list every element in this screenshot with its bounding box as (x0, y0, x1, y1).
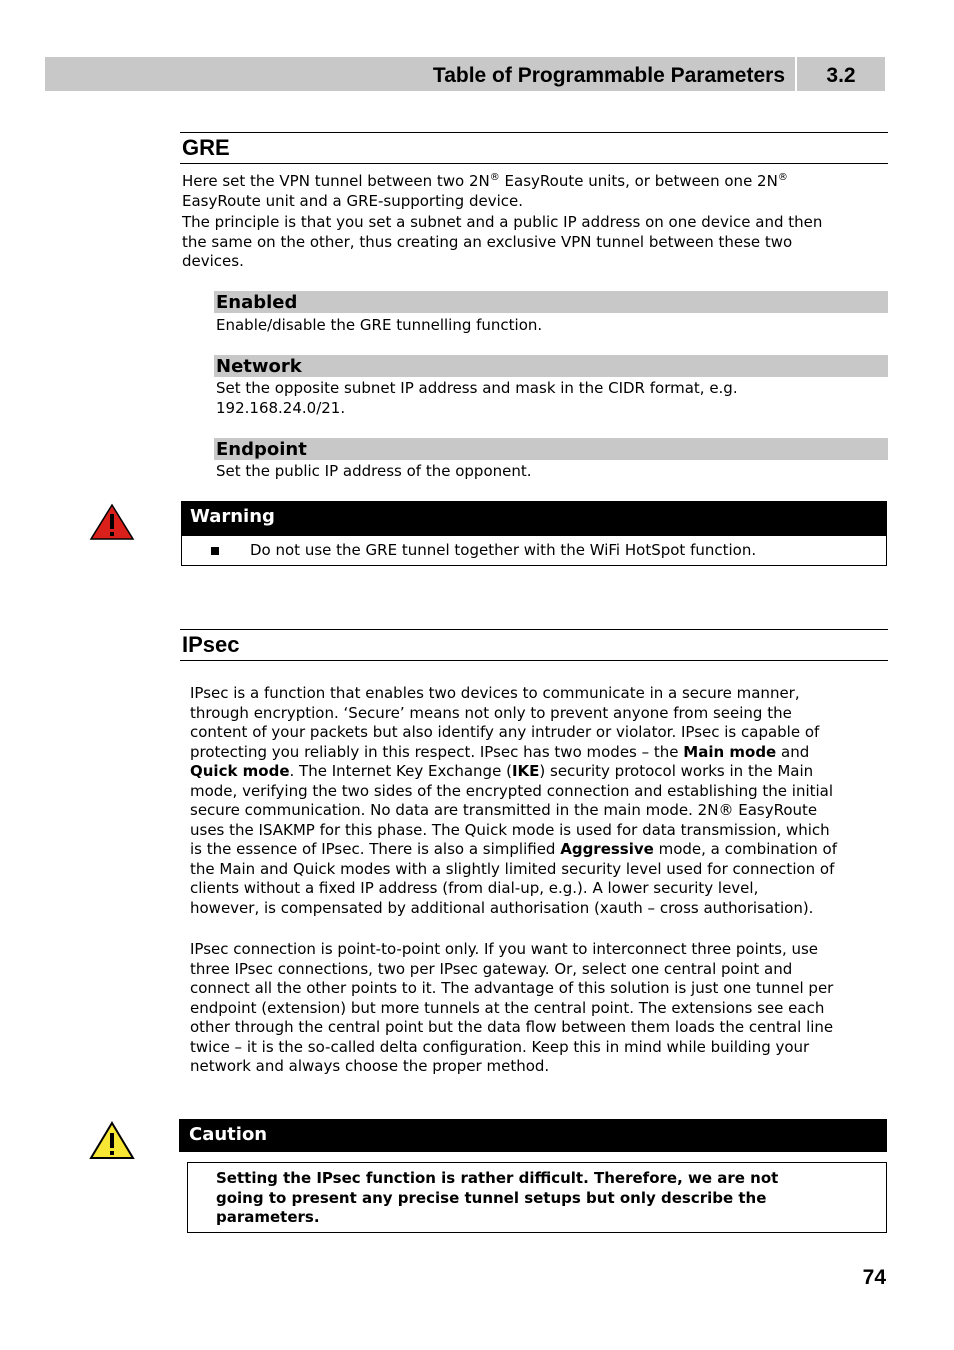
warning-text: Do not use the GRE tunnel together with the WiFi HotSpot function. (250, 541, 757, 559)
ipsec-bottom-rule (180, 660, 888, 661)
param-endpoint-title: Endpoint (216, 439, 307, 460)
gre-heading: GRE (182, 135, 230, 160)
param-network-title: Network (216, 356, 302, 377)
param-enabled-title: Enabled (216, 292, 298, 313)
caution-box (187, 1162, 887, 1233)
param-endpoint-desc: Set the public IP address of the opponent. (216, 462, 532, 480)
ipsec-paragraph-1: IPsec is a function that enables two devices to communicate in a secure manner, through encryption. ‘Secure’ means not only to prevent anyone from seeing the content of your packets but also identify any intruder or violator. IPsec is capable of protecting you reliably in this respect. IPsec has two modes – the Main mode and Quick mode. The Internet Key Exchange (IKE) security protocol works in the Main mode, verifying the two sides of the encrypted connection and establishing the initial secure communication. No data are transmitted in the main mode. 2N® EasyRoute uses the ISAKMP for this phase. The Quick mode is used for data transmission, which is the essence of IPsec. There is also a simplified Aggressive mode, a combination of the Main and Quick modes with a slightly limited security level used for connection of clients without a fixed IP address (from dial-up, e.g.). A lower security level, however, is compensated by additional authorisation (xauth – cross authorisation). (190, 684, 838, 917)
warning-title-bar (181, 501, 887, 535)
caution-text: Setting the IPsec function is rather difficult. Therefore, we are not going to present any precise tunnel setups but only describe the parameters. (216, 1169, 779, 1226)
param-enabled-desc: Enable/disable the GRE tunnelling function. (216, 316, 543, 334)
section-number: 3.2 (826, 64, 856, 87)
param-endpoint-bar (214, 438, 888, 460)
bullet-icon (211, 547, 219, 555)
warning-icon (89, 503, 135, 541)
ipsec-top-rule (180, 629, 888, 630)
ipsec-heading: IPsec (182, 632, 240, 657)
page-title: Table of Programmable Parameters (432, 64, 785, 87)
param-network-desc: Set the opposite subnet IP address and mask in the CIDR format, e.g. 192.168.24.0/21. (216, 379, 738, 417)
caution-title-bar (179, 1119, 887, 1152)
gre-intro-2: The principle is that you set a subnet and a public IP address on one device and then the same on the other, thus creating an exclusive VPN tunnel between these two devices. (182, 213, 823, 270)
param-network-bar (214, 355, 888, 377)
warning-box (181, 535, 887, 566)
gre-intro-1: Here set the VPN tunnel between two 2N® EasyRoute units, or between one 2N® EasyRoute unit and a GRE-supporting device. (182, 172, 788, 210)
page-number: 74 (862, 1266, 886, 1289)
ipsec-paragraph-2: IPsec connection is point-to-point only. If you want to interconnect three points, use three IPsec connections, two per IPsec gateway. Or, select one central point and connect all the other points to it. The advantage of this solution is just one tunnel per endpoint (extension) but more tunnels at the central point. The extensions see each other through the central point but the data flow between them loads the central line twice – it is the so-called delta configuration. Keep this in mind while building your network and always choose the proper method. (190, 940, 834, 1075)
gre-top-rule (180, 132, 888, 133)
gre-bottom-rule (180, 163, 888, 164)
caution-icon (89, 1121, 135, 1161)
warning-title: Warning (190, 506, 275, 527)
param-enabled-bar (214, 291, 888, 313)
caution-title: Caution (189, 1124, 268, 1145)
